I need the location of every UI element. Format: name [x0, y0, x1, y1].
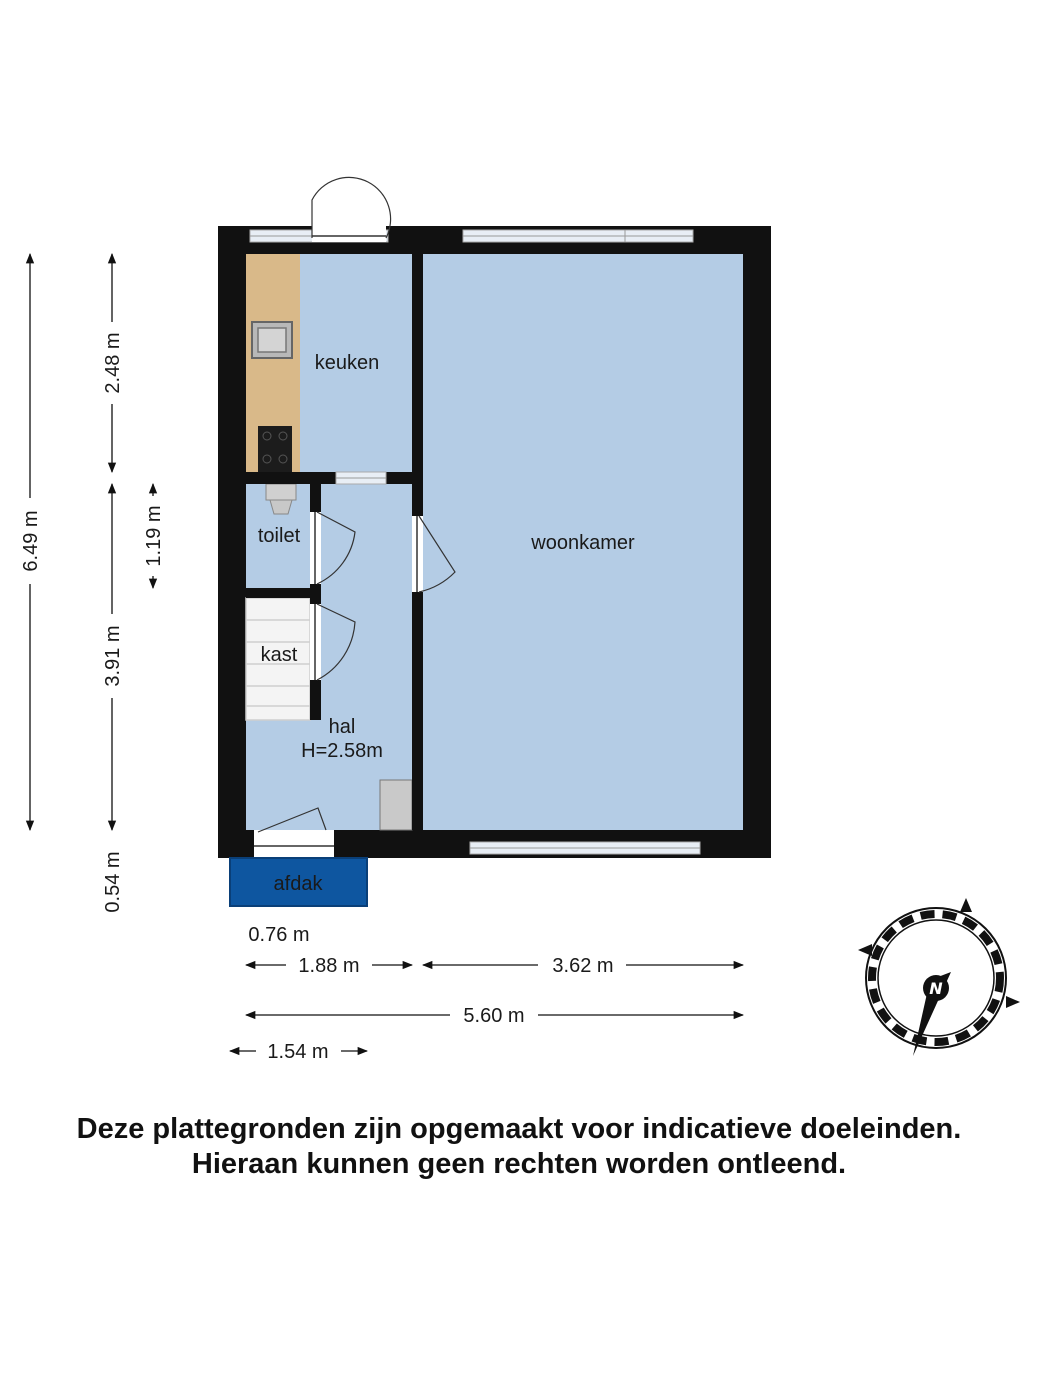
wall-toilet-kast	[246, 588, 310, 598]
room-label-keuken: keuken	[314, 352, 380, 374]
wall-keuken-toilet	[246, 472, 412, 484]
door-keuken-outside	[312, 177, 391, 242]
compass-north-label: N	[929, 979, 943, 998]
toilet-bowl	[270, 500, 292, 514]
compass	[858, 898, 1020, 1056]
window	[463, 230, 693, 242]
dim-afdak-depth: 0.54 m	[102, 851, 124, 913]
room-height-hal: H=2.58m	[301, 740, 383, 762]
dim-keuken-height: 2.48 m	[102, 332, 124, 394]
toilet-icon	[266, 484, 296, 500]
room-label-kast: kast	[260, 644, 298, 666]
disclaimer-line-1: Deze plattegronden zijn opgemaakt voor indicatieve doeleinden.	[76, 1113, 962, 1145]
dim-door-width: 0.76 m	[248, 924, 310, 946]
stove-icon	[258, 426, 292, 472]
dim-total-height: 6.49 m	[20, 510, 42, 572]
dim-hal-width: 1.88 m	[298, 955, 360, 977]
dim-total-width: 5.60 m	[463, 1005, 525, 1027]
room-label-toilet: toilet	[257, 525, 301, 547]
dim-woonkamer-width: 3.62 m	[552, 955, 614, 977]
meter-cabinet	[380, 780, 412, 830]
room-label-woonkamer: woonkamer	[531, 532, 635, 554]
dim-toilet-height: 1.19 m	[143, 505, 165, 567]
dim-hal-height: 3.91 m	[102, 625, 124, 687]
room-label-hal: hal	[328, 716, 356, 738]
disclaimer-line-2: Hieraan kunnen geen rechten worden ontleend.	[191, 1148, 847, 1180]
room-label-afdak: afdak	[273, 873, 323, 895]
window	[470, 842, 700, 854]
window	[336, 472, 386, 484]
dim-afdak-width: 1.54 m	[267, 1041, 329, 1063]
sink-basin	[258, 328, 286, 352]
disclaimer	[0, 1112, 1038, 1182]
